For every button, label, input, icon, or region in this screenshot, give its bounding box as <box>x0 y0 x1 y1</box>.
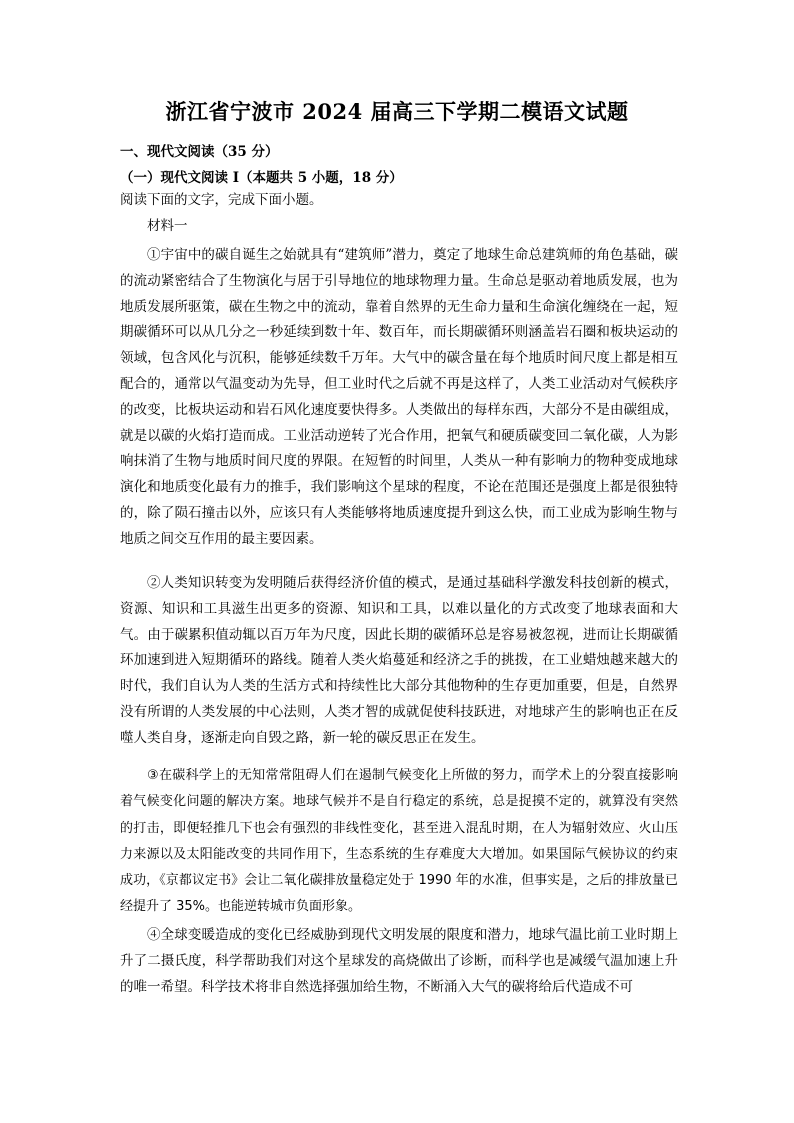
material-label: 材料一 <box>147 218 188 234</box>
paragraph-3: ③在碳科学上的无知常常阻碍人们在遏制气候变化上所做的努力，而学术上的分裂直接影响着气候变化问题的解决方案。地球气候并不是自行稳定的系统，总是捉摸不定的，就算没有突然的打击，即便轻推几下也会有强烈的非线性变化，甚至进入混乱时期，在人为辐射效应、火山压力来源以及太阳能改变的共同作用下，生态系统的生存难度大大增加。如果国际气候协议的约束成功，《京都议定书》会让二氧化碳排放量稳定处于 1990 年的水准，但事实是，之后的排放量已经提升了 35%。也能逆转城市负面形象。 <box>120 768 678 915</box>
section-heading: 一、现代文阅读（35 分） <box>120 144 279 160</box>
paragraph-1: ①宇宙中的碳自诞生之始就具有“建筑师”潜力，奠定了地球生命总建筑师的角色基础，碳的流动紧密结合了生物演化与居于引导地位的地球物理力量。生命总是驱动着地质发展，也为地质发展所驱策，碳在生物之中的流动，靠着自然界的无生命力量和生命演化缠绕在一起，短期碳循环可以从几分之一秒延续到数十年、数百年，而长期碳循环则涵盖岩石圈和板块运动的领域，包含风化与沉积，能够延续数千万年。大气中的碳含量在每个地质时间尺度上都是相互配合的，通常以气温变动为先导，但工业时代之后就不再是这样了，人类工业活动对气候秩序的改变，比板块运动和岩石风化速度要快得多。人类做出的每样东西，大部分不是由碳组成，就是以碳的火焰打造而成。工业活动逆转了光合作用，把氧气和硬质碳变回二氧化碳，人为影响抹消了生物与地质时间尺度的界限。在短暂的时间里，人类从一种有影响力的物种变成地球演化和地质变化最有力的推手，我们影响这个星球的程度，不论在范围还是强度上都是很独特的，除了陨石撞击以外，应该只有人类能够将地质速度提升到这么快，而工业成为影响生物与地质之间交互作用的最主要因素。 <box>120 247 678 547</box>
paragraph-4: ④全球变暖造成的变化已经威胁到现代文明发展的限度和潜力，地球气温比前工业时期上升了二摄氏度，科学帮助我们对这个星球发的高烧做出了诊断，而科学也是减缓气温加速上升的唯一希望。科学技术将非自然选择强加给生物，不断涌入大气的碳将给后代造成不可 <box>120 927 678 995</box>
paragraph-2: ②人类知识转变为发明随后获得经济价值的模式，是通过基础科学激发科技创新的模式，资源、知识和工具滋生出更多的资源、知识和工具，以难以量化的方式改变了地球表面和大气。由于碳累积值动辄以百万年为尺度，因此长期的碳循环总是容易被忽视，进而让长期碳循环加速到进入短期循环的路线。随着人类火焰蔓延和经济之手的挑拨，在工业蜡烛越来越大的时代，我们自认为人类的生活方式和持续性比大部分其他物种的生存更加重要，但是，自然界没有所谓的人类发展的中心法则，人类才智的成就促使科技跃进，对地球产生的影响也正在反噬人类自身，逐渐走向自毁之路，新一轮的碳反思正在发生。 <box>120 575 678 746</box>
reading-instruction: 阅读下面的文字，完成下面小题。 <box>120 192 323 208</box>
document-title: 浙江省宁波市 2024 届高三下学期二模语文试题 <box>165 99 629 124</box>
subsection-heading: （一）现代文阅读 I（本题共 5 小题，18 分） <box>120 170 403 186</box>
